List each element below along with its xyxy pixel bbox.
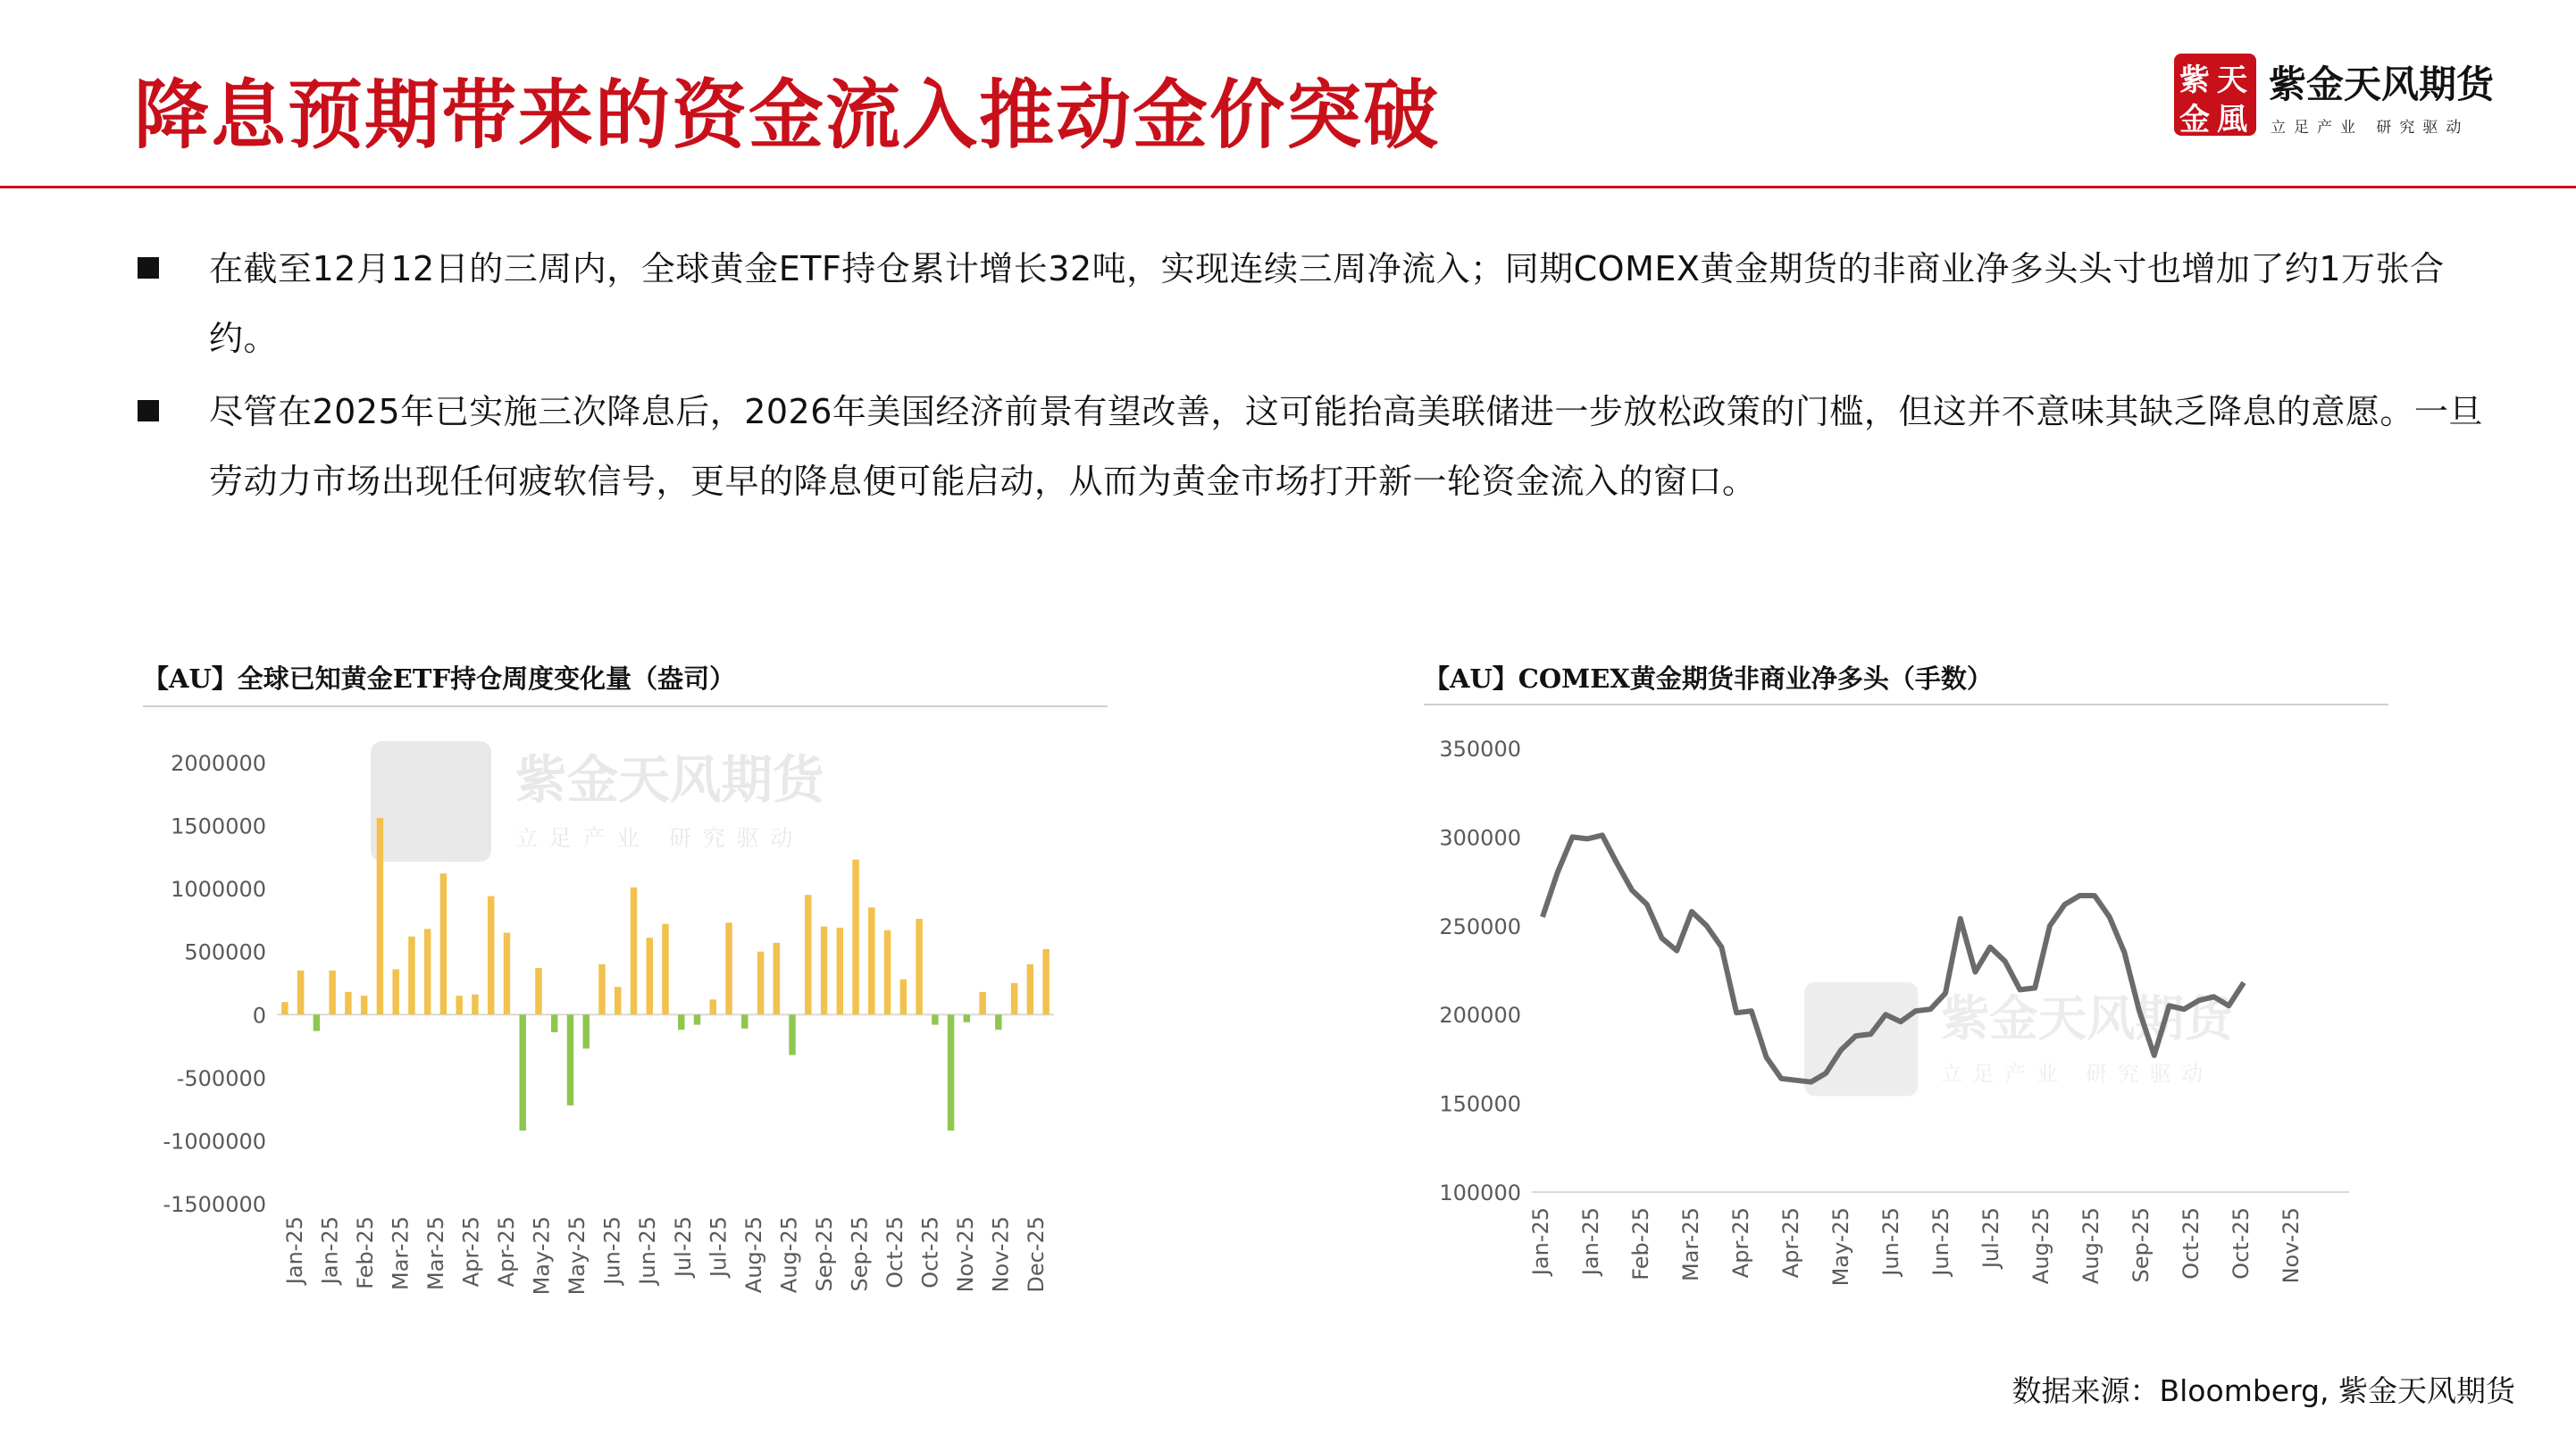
bar (774, 943, 780, 1014)
x-tick-label: Feb-25 (1628, 1207, 1653, 1280)
x-tick-label: Jun-25 (599, 1216, 625, 1285)
etf-chart-title: 【AU】全球已知黄金ETF持仓周度变化量（盎司） (143, 663, 736, 694)
comex-netlong-chart (1411, 714, 2438, 1322)
title-divider (0, 186, 2576, 188)
x-tick-label: Jan-25 (1578, 1207, 1603, 1276)
bar (488, 897, 494, 1015)
bar (932, 1014, 938, 1024)
x-tick-label: Nov-25 (953, 1216, 979, 1293)
logo-tagline: 立足产业 研究驱动 (2271, 119, 2470, 137)
x-tick-label: Oct-25 (917, 1216, 943, 1289)
y-tick-label: 300000 (1439, 825, 1521, 851)
y-tick-label: 100000 (1439, 1180, 1521, 1205)
y-tick-label: 250000 (1439, 913, 1521, 939)
bar (598, 964, 605, 1014)
x-tick-label: May-25 (565, 1216, 590, 1296)
bar (535, 968, 541, 1014)
bar (408, 937, 414, 1015)
bar (314, 1014, 320, 1030)
bar (852, 860, 858, 1015)
watermark-name: 紫金天风期货 (1941, 990, 2233, 1047)
bar (900, 980, 907, 1015)
y-tick-label: 350000 (1439, 737, 1521, 762)
bar (741, 1014, 748, 1029)
bar (916, 919, 922, 1014)
y-tick-label: 200000 (1439, 1003, 1521, 1029)
bar (392, 969, 398, 1014)
x-tick-label: Sep-25 (811, 1216, 837, 1292)
x-tick-label: Jun-25 (1928, 1207, 1953, 1276)
x-tick-label: May-25 (529, 1216, 555, 1296)
bar (472, 995, 478, 1015)
comex-chart-title: 【AU】COMEX黄金期货非商业净多头（手数） (1424, 663, 1993, 694)
bar (377, 818, 383, 1014)
bullet-item (134, 234, 2501, 373)
x-tick-label: Sep-25 (847, 1216, 873, 1292)
bar (1027, 964, 1033, 1014)
bar (631, 888, 637, 1015)
logo-seal-char: 風 (2217, 102, 2247, 138)
bar (345, 992, 351, 1014)
bar (868, 907, 874, 1014)
x-tick-label: Aug-25 (2028, 1207, 2053, 1285)
x-tick-label: Jun-25 (1878, 1207, 1903, 1276)
x-tick-label: Mar-25 (422, 1216, 448, 1290)
logo-seal-char: 紫 (2179, 63, 2210, 98)
x-tick-label: Aug-25 (740, 1216, 766, 1294)
logo-seal-char: 金 (2179, 102, 2210, 138)
etf-chart-divider (143, 705, 1108, 707)
data-source: 数据来源：Bloomberg, 紫金天风期货 (2011, 1373, 2515, 1408)
bar (837, 928, 843, 1014)
bar (424, 929, 431, 1014)
watermark (371, 741, 827, 862)
bar (694, 1014, 700, 1024)
x-tick-label: Apr-25 (1728, 1207, 1753, 1279)
y-tick-label: 0 (252, 1003, 266, 1029)
bar (884, 930, 891, 1015)
bar (519, 1014, 525, 1130)
bar (662, 924, 668, 1015)
bar (725, 922, 732, 1014)
y-tick-label: 150000 (1439, 1091, 1521, 1117)
x-tick-label: Nov-25 (988, 1216, 1014, 1293)
bullet-text: 在截至12月12日的三周内，全球黄金ETF持仓累计增长32吨，实现连续三周净流入；同期COMEX黄金期货的非商业净多头头寸也增加了约1万张合约。 (209, 249, 2445, 358)
bar (757, 952, 764, 1015)
logo-seal (2174, 54, 2256, 136)
bar (329, 971, 335, 1014)
bar (615, 987, 621, 1014)
y-tick-label: 2000000 (171, 751, 266, 776)
bullet-list (134, 234, 2501, 520)
x-tick-label: May-25 (1828, 1207, 1853, 1287)
x-tick-label: Nov-25 (2279, 1207, 2304, 1284)
logo-seal-char: 天 (2217, 63, 2247, 98)
y-tick-label: -1500000 (163, 1192, 266, 1217)
x-tick-label: Apr-25 (494, 1216, 520, 1288)
x-tick-label: Jun-25 (635, 1216, 661, 1285)
watermark-tagline: 立足产业 研究驱动 (1941, 1061, 2214, 1087)
x-tick-label: Jul-25 (706, 1216, 732, 1278)
x-tick-label: Aug-25 (2078, 1207, 2103, 1285)
page-title: 降息预期带来的资金流入推动金价突破 (134, 71, 1441, 159)
bar (297, 971, 304, 1014)
y-tick-label: -1000000 (163, 1129, 266, 1155)
bar (948, 1014, 954, 1130)
bullet-item (134, 377, 2501, 516)
bar (710, 999, 716, 1014)
bar (789, 1014, 795, 1055)
watermark-tagline: 立足产业 研究驱动 (515, 825, 804, 851)
x-tick-label: Aug-25 (776, 1216, 802, 1294)
square-bullet-icon (138, 257, 159, 279)
watermark-name: 紫金天风期货 (515, 750, 824, 810)
x-tick-label: Mar-25 (1678, 1207, 1703, 1281)
bar (995, 1014, 1001, 1030)
bar (1042, 949, 1049, 1014)
bar (964, 1014, 970, 1022)
x-tick-label: Oct-25 (2229, 1207, 2254, 1280)
bar (821, 926, 827, 1014)
watermark-seal (371, 741, 491, 862)
x-tick-label: Jul-25 (670, 1216, 696, 1278)
y-tick-label: 500000 (184, 939, 266, 965)
x-tick-label: Oct-25 (882, 1216, 908, 1289)
bar (805, 895, 811, 1014)
x-tick-label: Apr-25 (1778, 1207, 1803, 1279)
x-tick-label: Jan-25 (1528, 1207, 1553, 1276)
bar (281, 1002, 288, 1014)
bullet-text: 尽管在2025年已实施三次降息后，2026年美国经济前景有望改善，这可能抬高美联储进一步放松政策的门槛，但这并不意味其缺乏降息的意愿。一旦劳动力市场出现任何疲软信号，更早的降息便可能启动，从而为黄金市场打开新一轮资金流入的窗口。 (209, 392, 2483, 501)
bar (979, 992, 985, 1014)
x-tick-label: Apr-25 (458, 1216, 484, 1288)
square-bullet-icon (138, 400, 159, 421)
comex-chart-divider (1424, 704, 2388, 705)
bar (440, 873, 447, 1014)
brand-logo (2174, 50, 2505, 145)
y-tick-label: 1000000 (171, 877, 266, 903)
x-tick-label: Mar-25 (388, 1216, 414, 1290)
bar (567, 1014, 573, 1105)
y-tick-label: 1500000 (171, 813, 266, 839)
bar (678, 1014, 684, 1030)
x-tick-label: Jan-25 (281, 1216, 307, 1285)
x-tick-label: Jan-25 (317, 1216, 343, 1285)
x-tick-label: Sep-25 (2129, 1207, 2154, 1283)
watermark (1804, 982, 2236, 1097)
watermark-seal (1804, 982, 1919, 1097)
bar (551, 1014, 557, 1032)
logo-name: 紫金天风期货 (2269, 63, 2495, 106)
bar (582, 1014, 589, 1048)
etf-flow-chart (152, 714, 1099, 1322)
bar (647, 938, 653, 1014)
y-tick-label: -500000 (176, 1065, 266, 1091)
bar (456, 996, 462, 1014)
x-tick-label: Oct-25 (2179, 1207, 2204, 1280)
bar (1011, 983, 1017, 1014)
bar (361, 996, 367, 1014)
bar (504, 933, 510, 1015)
x-tick-label: Dec-25 (1024, 1216, 1050, 1293)
x-tick-label: Feb-25 (352, 1216, 378, 1289)
x-tick-label: Jul-25 (1978, 1207, 2003, 1269)
